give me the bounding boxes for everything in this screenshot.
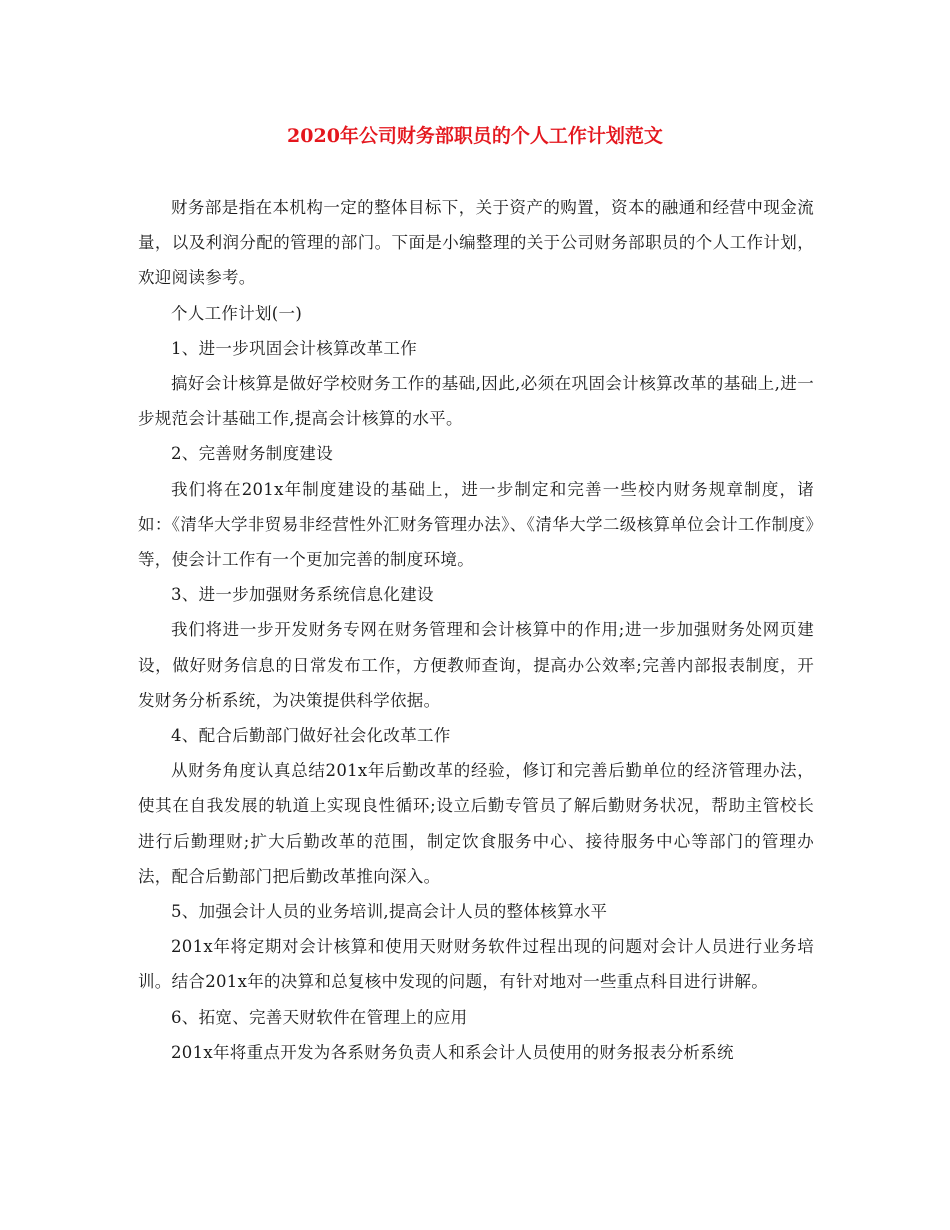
item-paragraph-2: 我们将在201x年制度建设的基础上，进一步制定和完善一些校内财务规章制度，诸如：《清华大学非贸易非经营性外汇财务管理办法》、《清华大学二级核算单位会计工作制度》等，使会计工作有一个更加完善的制度环境。 xyxy=(138,479,814,570)
item-paragraph-1: 搞好会计核算是做好学校财务工作的基础,因此,必须在巩固会计核算改革的基础上,进一步规范会计基础工作,提高会计核算的水平。 xyxy=(138,374,814,429)
section-heading: 个人工作计划(一) xyxy=(171,303,303,323)
item-heading-3: 3、进一步加强财务系统信息化建设 xyxy=(171,585,434,605)
document-title: 2020年公司财务部职员的个人工作计划范文 xyxy=(287,125,663,147)
item-paragraph-5: 201x年将定期对会计核算和使用天财财务软件过程出现的问题对会计人员进行业务培训。结合201x年的决算和总复核中发现的问题，有针对地对一些重点科目进行讲解。 xyxy=(138,937,814,992)
item-heading-1: 1、进一步巩固会计核算改革工作 xyxy=(171,338,417,358)
intro-paragraph: 财务部是指在本机构一定的整体目标下，关于资产的购置，资本的融通和经营中现金流量，以及利润分配的管理的部门。下面是小编整理的关于公司财务部职员的个人工作计划，欢迎阅读参考。 xyxy=(138,198,814,288)
item-heading-2: 2、完善财务制度建设 xyxy=(171,444,333,464)
item-heading-4: 4、配合后勤部门做好社会化改革工作 xyxy=(171,726,451,746)
document-body xyxy=(138,190,814,1070)
item-paragraph-3: 我们将进一步开发财务专网在财务管理和会计核算中的作用;进一步加强财务处网页建设，做好财务信息的日常发布工作，方便教师查询，提高办公效率;完善内部报表制度，开发财务分析系统，为决策提供科学依据。 xyxy=(138,620,814,710)
item-heading-5: 5、加强会计人员的业务培训,提高会计人员的整体核算水平 xyxy=(171,902,608,922)
item-paragraph-4: 从财务角度认真总结201x年后勤改革的经验，修订和完善后勤单位的经济管理办法，使其在自我发展的轨道上实现良性循环;设立后勤专管员了解后勤财务状况，帮助主管校长进行后勤理财;扩大后勤改革的范围，制定饮食服务中心、接待服务中心等部门的管理办法，配合后勤部门把后勤改革推向深入。 xyxy=(138,761,814,886)
item-paragraph-6: 201x年将重点开发为各系财务负责人和系会计人员使用的财务报表分析系统 xyxy=(171,1042,734,1062)
item-heading-6: 6、拓宽、完善天财软件在管理上的应用 xyxy=(171,1007,468,1027)
